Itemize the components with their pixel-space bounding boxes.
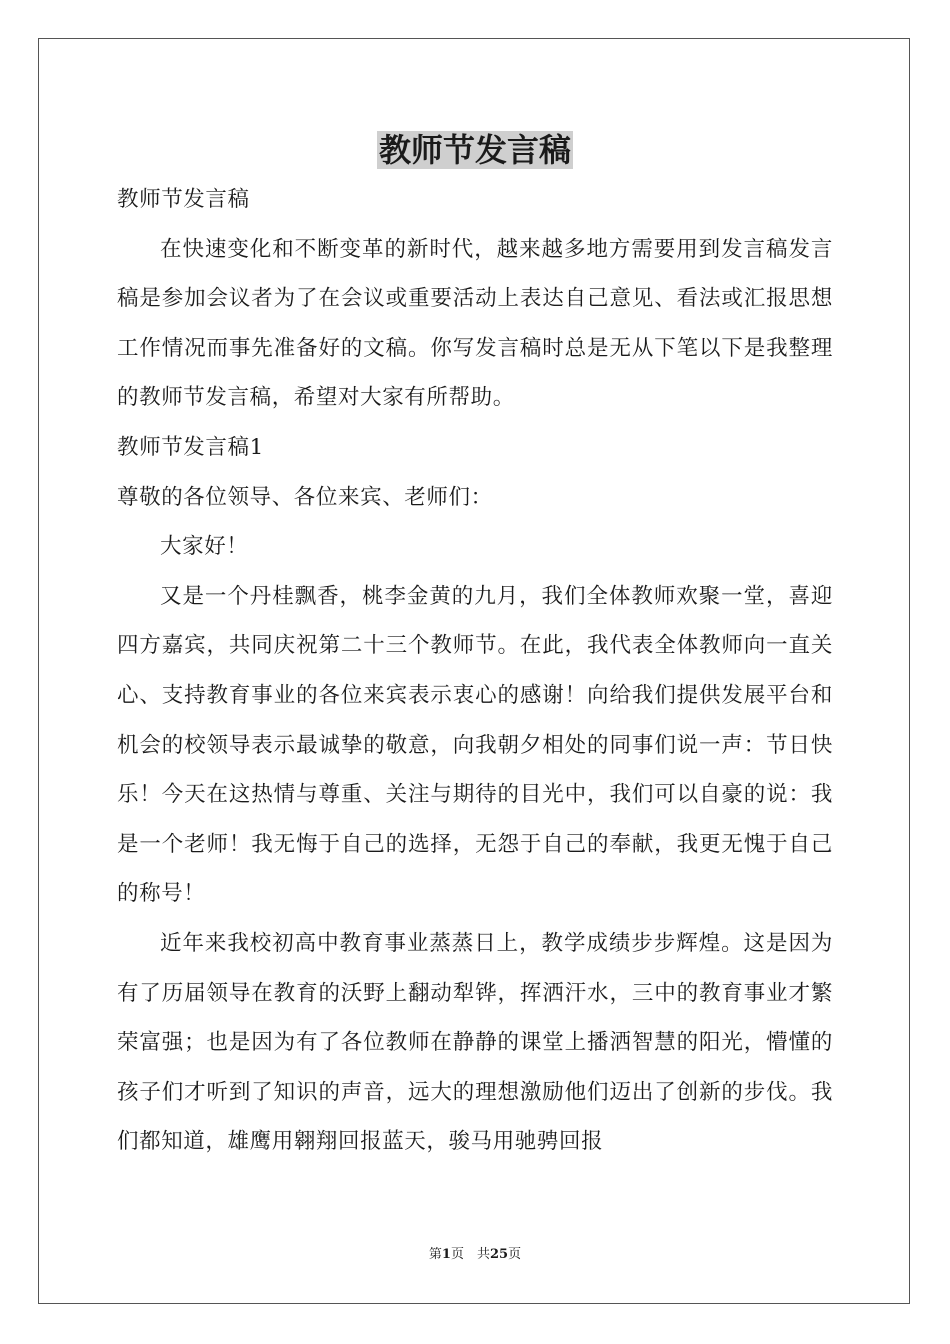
document-title (0, 128, 950, 172)
document-title-text: 教师节发言稿 (378, 131, 571, 169)
page-suffix: 页 (508, 1247, 522, 1262)
paragraph: 在快速变化和不断变革的新时代，越来越多地方需要用到发言稿发言稿是参加会议者为了在会议或重要活动上表达自己意见、看法或汇报思想工作情况而事先准备好的文稿。你写发言稿时总是无从下笔以下是我整理的教师节发言稿，希望对大家有所帮助。 (117, 236, 833, 411)
page-prefix: 第 (428, 1247, 442, 1262)
paragraph: 教师节发言稿 (117, 187, 250, 212)
paragraph: 尊敬的各位领导、各位来宾、老师们： (117, 484, 493, 510)
paragraph: 教师节发言稿1 (117, 434, 264, 460)
page-footer (0, 1246, 950, 1264)
paragraph: 大家好！ (160, 534, 249, 560)
current-page-number: 1 (441, 1247, 451, 1262)
paragraph: 又是一个丹桂飘香，桃李金黄的九月，我们全体教师欢聚一堂，喜迎四方嘉宾，共同庆祝第二十三个教师节。在此，我代表全体教师向一直关心、支持教育事业的各位来宾表示衷心的感谢！向给我们提供发展平台和机会的校领导表示最诚挚的敬意，向我朝夕相处的同事们说一声：节日快乐！今天在这热情与尊重、关注与期待的目光中，我们可以自豪的说：我是一个老师！我无悔于自己的选择，无怨于自己的奉献，我更无愧于自己的称号！ (117, 583, 833, 907)
paragraph: 近年来我校初高中教育事业蒸蒸日上，教学成绩步步辉煌。这是因为有了历届领导在教育的沃野上翻动犁铧，挥洒汗水，三中的教育事业才繁荣富强；也是因为有了各位教师在静静的课堂上播洒智慧的阳光，懵懂的孩子们才听到了知识的声音，远大的理想激励他们迈出了创新的步伐。我们都知道，雄鹰用翱翔回报蓝天，骏马用驰骋回报 (117, 930, 833, 1155)
document-body (117, 175, 833, 1167)
page-mid: 页 共 (450, 1247, 490, 1262)
total-page-number: 25 (489, 1247, 509, 1262)
